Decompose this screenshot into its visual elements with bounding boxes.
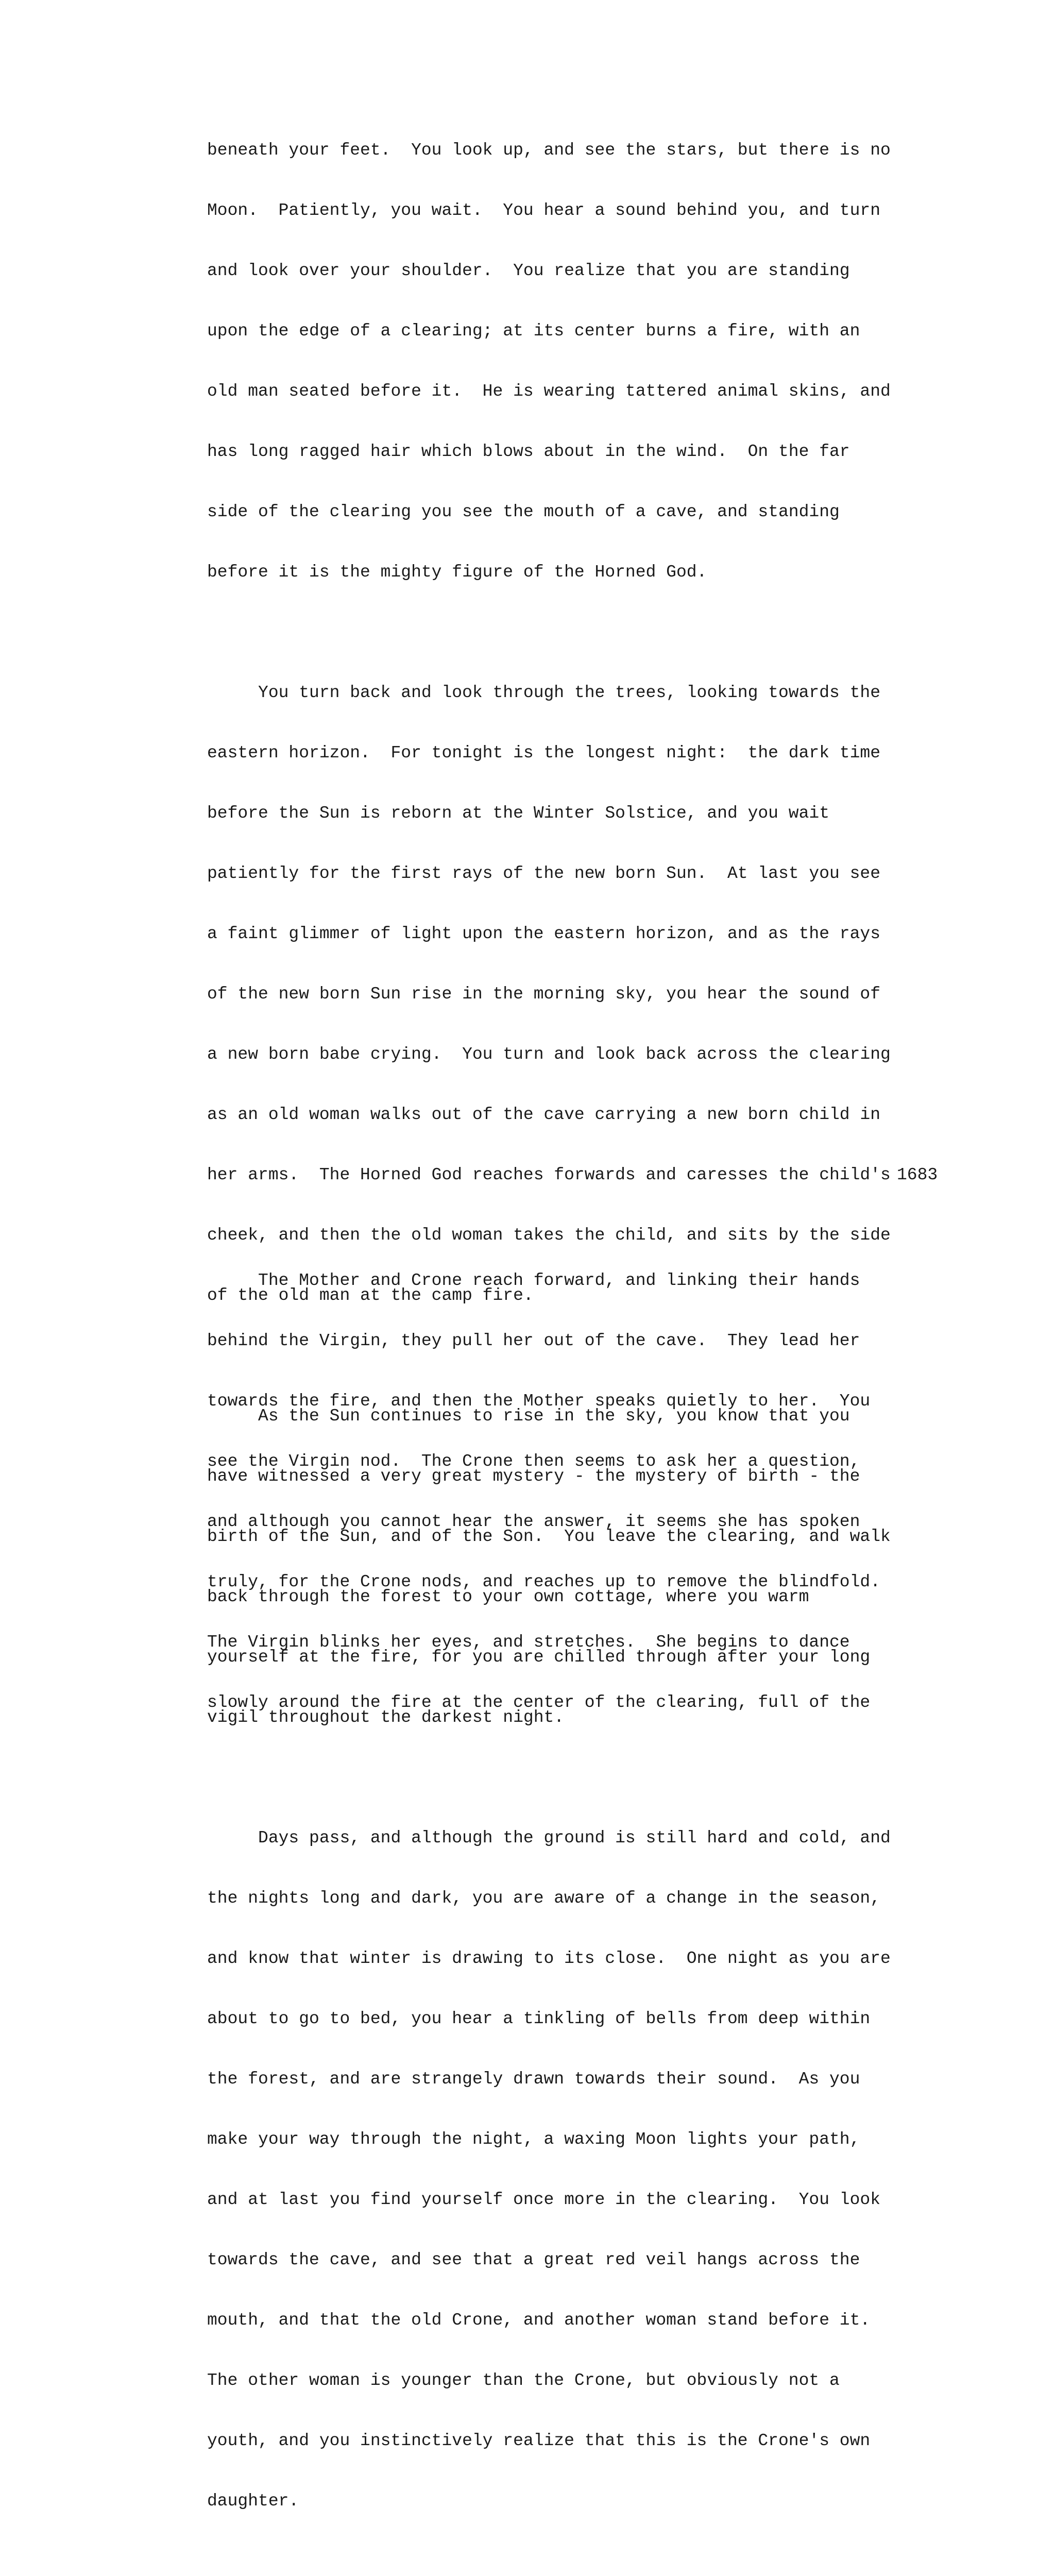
text-line: upon the edge of a clearing; at its center burns a fire, with an	[207, 321, 860, 341]
blank-line	[207, 622, 959, 642]
text-line: old man seated before it. He is wearing tattered animal skins, and	[207, 382, 891, 401]
text-line: and know that winter is drawing to its close. One night as you are	[207, 1949, 891, 1968]
text-line: The other woman is younger than the Crone, but obviously not a	[207, 2371, 840, 2390]
text-line: You turn back and look through the trees, looking towards the	[207, 683, 881, 702]
text-line: and although you cannot hear the answer, it seems she has spoken	[207, 1512, 860, 1531]
text-line: a faint glimmer of light upon the eastern horizon, and as the rays	[207, 924, 881, 943]
text-line: mouth, and that the old Crone, and another woman stand before it.	[207, 2311, 871, 2330]
text-line: yourself at the fire, for you are chilled through after your long	[207, 1648, 871, 1667]
text-line: the forest, and are strangely drawn towards their sound. As you	[207, 2070, 860, 2089]
text-line: a new born babe crying. You turn and look back across the clearing	[207, 1045, 891, 1064]
text-block-bottom	[207, 1230, 959, 1753]
text-line: The Mother and Crone reach forward, and linking their hands	[207, 1271, 860, 1290]
text-line: Days pass, and although the ground is still hard and cold, and	[207, 1828, 891, 1848]
text-line: make your way through the night, a waxing Moon lights your path,	[207, 2130, 860, 2149]
text-line: as an old woman walks out of the cave carrying a new born child in	[207, 1105, 881, 1124]
text-line: truly, for the Crone nods, and reaches up to remove the blindfold.	[207, 1572, 881, 1591]
text-line: beneath your feet. You look up, and see the stars, but there is no	[207, 141, 891, 160]
text-line: Moon. Patiently, you wait. You hear a sound behind you, and turn	[207, 201, 881, 220]
text-line: has long ragged hair which blows about in the wind. On the far	[207, 442, 850, 461]
text-line: youth, and you instinctively realize that this is the Crone's own	[207, 2431, 871, 2450]
text-line: vigil throughout the darkest night.	[207, 1708, 565, 1727]
text-line: cheek, and then the old woman takes the child, and sits by the side	[207, 1226, 891, 1245]
text-line: her arms. The Horned God reaches forwards and caresses the child's	[207, 1165, 891, 1184]
text-line: of the old man at the camp fire.	[207, 1286, 534, 1305]
text-line: The Virgin blinks her eyes, and stretches. She begins to dance	[207, 1633, 850, 1652]
text-line: before the Sun is reborn at the Winter Solstice, and you wait	[207, 804, 829, 823]
text-line: towards the cave, and see that a great red veil hangs across the	[207, 2250, 860, 2269]
text-line: As the Sun continues to rise in the sky, you know that you	[207, 1406, 850, 1426]
text-line: have witnessed a very great mystery - the mystery of birth - the	[207, 1467, 860, 1486]
text-line: slowly around the fire at the center of the clearing, full of the	[207, 1693, 871, 1712]
text-line: the nights long and dark, you are aware of a change in the season,	[207, 1889, 881, 1908]
page-number: 1683	[897, 1165, 938, 1184]
text-line: of the new born Sun rise in the morning sky, you hear the sound of	[207, 985, 881, 1004]
text-line: and at last you find yourself once more in the clearing. You look	[207, 2190, 881, 2209]
text-line: side of the clearing you see the mouth of a cave, and standing	[207, 502, 840, 521]
text-line: back through the forest to your own cottage, where you warm	[207, 1587, 809, 1606]
text-line: birth of the Sun, and of the Son. You leave the clearing, and walk	[207, 1527, 891, 1546]
text-line: and look over your shoulder. You realize that you are standing	[207, 261, 850, 280]
text-line: about to go to bed, you hear a tinkling of bells from deep within	[207, 2009, 871, 2028]
blank-line	[207, 2551, 959, 2571]
text-line: see the Virgin nod. The Crone then seems to ask her a question,	[207, 1452, 860, 1471]
text-line: eastern horizon. For tonight is the longest night: the dark time	[207, 743, 881, 762]
text-line: daughter.	[207, 2492, 299, 2511]
text-line: towards the fire, and then the Mother speaks quietly to her. You	[207, 1392, 871, 1411]
document-page-continuation	[207, 1230, 959, 1753]
text-line: patiently for the first rays of the new born Sun. At last you see	[207, 864, 881, 883]
blank-line	[207, 1768, 959, 1788]
text-line: behind the Virgin, they pull her out of the cave. They lead her	[207, 1331, 860, 1350]
text-line: before it is the mighty figure of the Horned God.	[207, 563, 707, 582]
